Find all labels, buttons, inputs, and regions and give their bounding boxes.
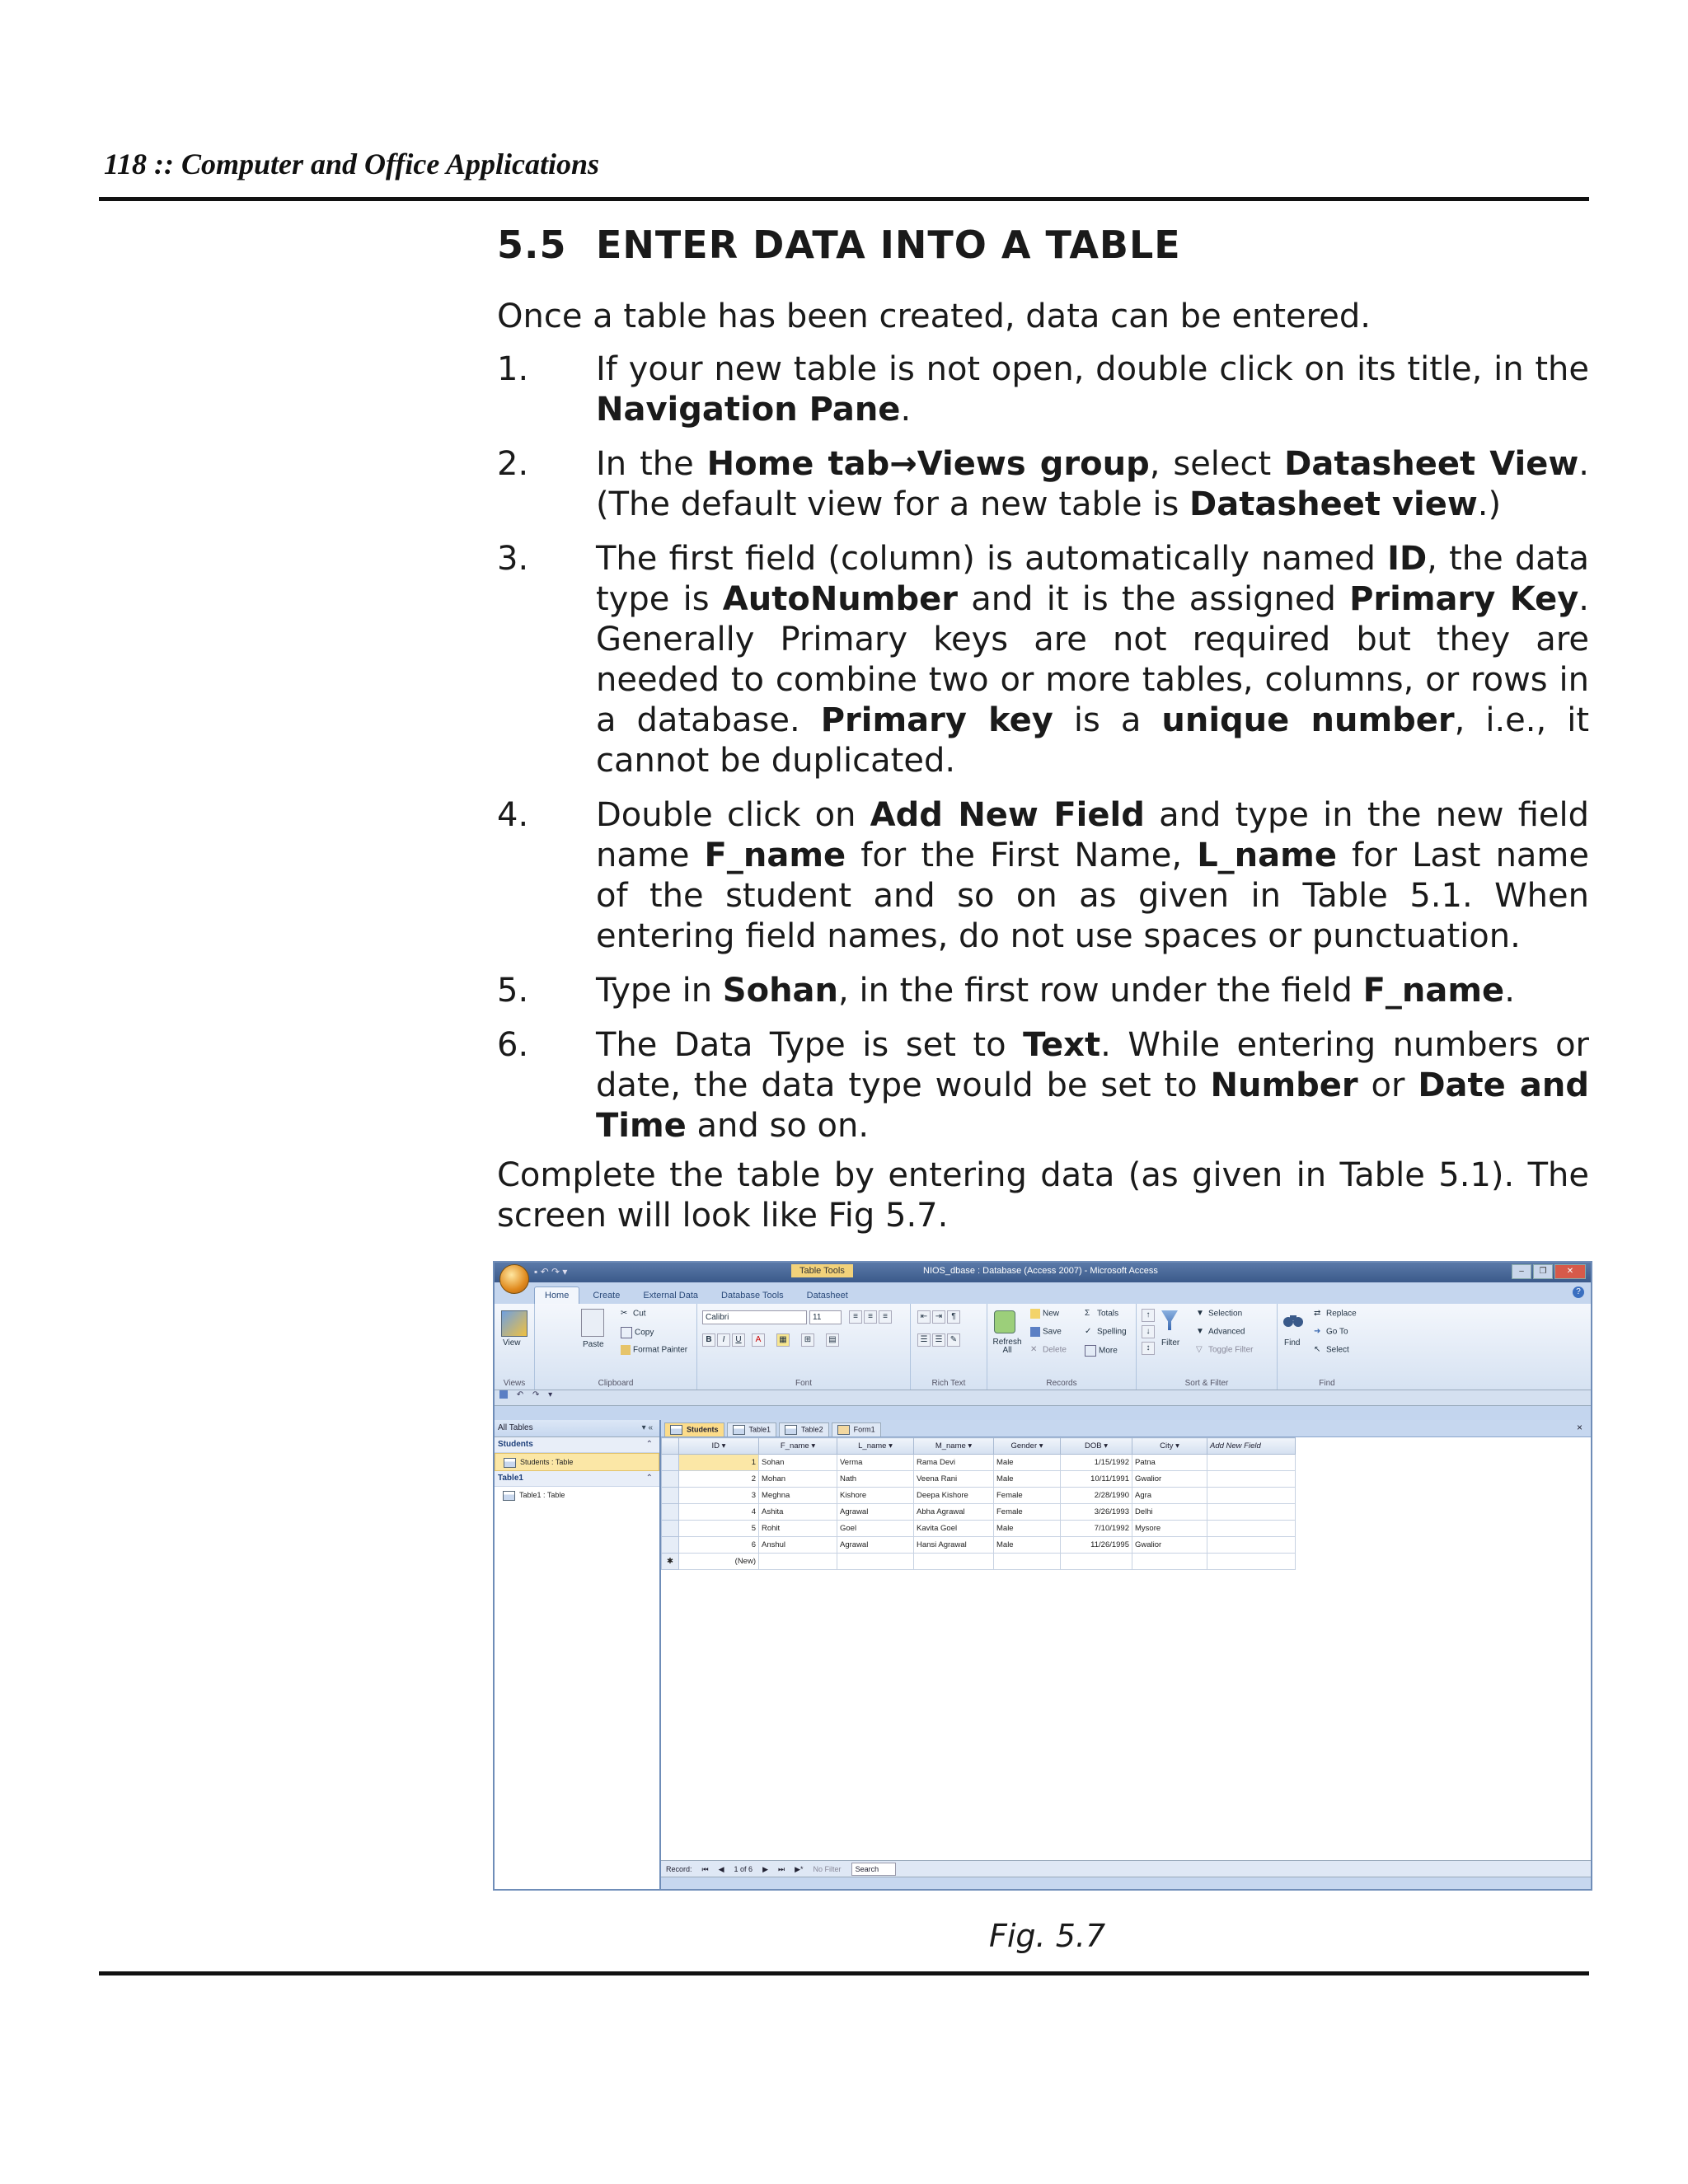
table-icon [503, 1491, 515, 1501]
align-center-icon[interactable]: ≡ [864, 1310, 877, 1324]
filter-icon[interactable] [1161, 1310, 1178, 1330]
section-number: 5.5 [497, 223, 567, 267]
document-tabs [661, 1420, 1591, 1437]
step-6 [497, 1025, 1589, 1146]
table-cell[interactable]: 5 [679, 1521, 759, 1537]
step-text: If your new table is not open, double click on its title, in the Navigation Pane. [596, 350, 1589, 429]
select-icon: ↖ [1314, 1345, 1321, 1354]
table-row[interactable] [662, 1504, 1296, 1521]
save-icon [1030, 1327, 1040, 1337]
toggle-filter-icon: ▽ [1196, 1345, 1203, 1354]
table-cell[interactable]: Meghna [759, 1488, 837, 1504]
row-selector[interactable] [662, 1504, 679, 1521]
numbering-icon[interactable]: ☰ [932, 1333, 945, 1347]
new-record-row[interactable] [662, 1554, 1296, 1570]
view-button[interactable]: View [503, 1338, 521, 1347]
table-row[interactable] [662, 1521, 1296, 1537]
table-cell[interactable]: Agrawal [837, 1537, 914, 1554]
rich-text-group-label: Rich Text [931, 1379, 966, 1388]
no-filter-indicator[interactable]: No Filter [813, 1865, 842, 1873]
table-icon [670, 1425, 682, 1435]
undo-icon[interactable]: ↶ [516, 1390, 524, 1399]
datasheet-table [661, 1437, 1296, 1570]
new-record-button[interactable]: New [1030, 1309, 1059, 1319]
maximize-icon[interactable]: ❐ [1533, 1264, 1553, 1279]
refresh-all-button[interactable]: Refresh All [992, 1338, 1022, 1355]
table-cell[interactable]: Veena Rani [914, 1471, 994, 1488]
column-header[interactable]: L_name ▾ [837, 1438, 914, 1455]
table-cell[interactable]: Goel [837, 1521, 914, 1537]
column-header[interactable]: F_name ▾ [759, 1438, 837, 1455]
save-icon[interactable] [499, 1390, 508, 1399]
views-group-label: Views [503, 1379, 526, 1388]
table-cell[interactable]: Nath [837, 1471, 914, 1488]
step-text: The first field (column) is automatically named ID, the data type is AutoNumber and it is the assigned Primary Key. Generally Primary keys are not required but they are needed to combine two or more tables, columns, or rows in a database. Primary key is a unique number, i.e., it cannot be duplicated. [596, 540, 1590, 780]
table-cell[interactable]: Male [994, 1455, 1061, 1471]
redo-icon[interactable]: ↷ [532, 1390, 540, 1399]
table-cell[interactable] [1207, 1488, 1296, 1504]
nav-collapse-icon[interactable]: ▾ « [641, 1423, 653, 1432]
doc-tab-table2[interactable]: Table2 [779, 1422, 829, 1436]
figure-caption: Fig. 5.7 [989, 1918, 1106, 1954]
table-icon [733, 1425, 745, 1435]
close-icon[interactable]: ✕ [1554, 1264, 1586, 1279]
window-titlebar [495, 1263, 1591, 1282]
step-number: 6. [497, 1026, 529, 1064]
table-cell[interactable] [759, 1554, 837, 1570]
paste-button[interactable]: Paste [583, 1340, 604, 1349]
doc-tab-table1[interactable]: Table1 [727, 1422, 777, 1436]
clear-sort-icon[interactable]: ↕ [1142, 1342, 1155, 1355]
goto-icon: ➜ [1314, 1327, 1321, 1336]
header-rule [99, 197, 1589, 201]
binoculars-icon[interactable] [1282, 1310, 1304, 1330]
column-header[interactable]: City ▾ [1132, 1438, 1207, 1455]
tab-home[interactable]: Home [534, 1286, 579, 1304]
tab-create[interactable]: Create [593, 1291, 621, 1301]
step-1 [497, 349, 1589, 430]
rich-text-group [911, 1304, 987, 1390]
gridlines-icon[interactable]: ⊞ [801, 1333, 814, 1347]
table-cell[interactable]: Kavita Goel [914, 1521, 994, 1537]
indent-increase-icon[interactable]: ⇥ [932, 1310, 945, 1324]
table-row[interactable] [662, 1537, 1296, 1554]
delete-record-button[interactable]: ✕ Delete [1030, 1345, 1067, 1355]
step-text: The Data Type is set to Text. While entering numbers or date, the data type would be set to Number or Date and Time and so on. [596, 1026, 1589, 1145]
table-cell[interactable]: Female [994, 1488, 1061, 1504]
table-cell[interactable]: Sohan [759, 1455, 837, 1471]
nav-item-students-table[interactable]: Students : Table [495, 1453, 659, 1471]
paste-icon[interactable] [581, 1309, 604, 1337]
select-button[interactable]: ↖ Select [1314, 1345, 1349, 1355]
search-input[interactable]: Search [851, 1863, 897, 1876]
help-icon[interactable]: ? [1573, 1286, 1584, 1298]
find-group-label: Find [1319, 1379, 1335, 1388]
clipboard-group [535, 1304, 697, 1390]
office-button-icon[interactable] [499, 1264, 529, 1294]
bold-icon[interactable]: B [702, 1333, 715, 1347]
sigma-icon: Σ [1085, 1309, 1090, 1318]
status-bar [661, 1877, 1591, 1889]
row-selector[interactable] [662, 1537, 679, 1554]
customize-icon[interactable]: ▾ [548, 1390, 553, 1399]
record-position[interactable]: 1 of 6 [734, 1865, 753, 1873]
bullets-icon[interactable]: ☰ [917, 1333, 931, 1347]
row-selector[interactable] [662, 1471, 679, 1488]
chevron-up-icon[interactable]: ⌃ [645, 1440, 653, 1449]
step-number: 2. [497, 445, 529, 483]
font-name-select[interactable]: Calibri [702, 1310, 807, 1324]
table-row[interactable] [662, 1471, 1296, 1488]
records-group-label: Records [1046, 1379, 1077, 1388]
table-cell[interactable] [994, 1554, 1061, 1570]
font-group [697, 1304, 911, 1390]
close-document-icon[interactable]: × [1576, 1422, 1582, 1433]
selection-button[interactable]: ▼ Selection [1196, 1309, 1243, 1319]
table-cell[interactable]: Rama Devi [914, 1455, 994, 1471]
table-cell[interactable]: Female [994, 1504, 1061, 1521]
more-icon [1085, 1345, 1096, 1357]
table-cell[interactable]: Agrawal [837, 1504, 914, 1521]
step-5 [497, 971, 1589, 1011]
scissors-icon: ✂ [621, 1309, 628, 1318]
copy-icon [621, 1327, 632, 1338]
sort-filter-group [1137, 1304, 1278, 1390]
more-button[interactable]: More [1085, 1345, 1118, 1357]
refresh-icon[interactable] [994, 1310, 1015, 1333]
nav-item-table1-table[interactable]: Table1 : Table [495, 1487, 659, 1503]
save-record-button[interactable]: Save [1030, 1327, 1062, 1337]
table-cell[interactable] [1207, 1471, 1296, 1488]
table-cell[interactable] [1207, 1537, 1296, 1554]
column-header[interactable]: Add New Field [1207, 1438, 1296, 1455]
table-icon [504, 1458, 516, 1468]
sort-ascending-icon[interactable]: ↑ [1142, 1309, 1155, 1322]
nav-group-table1[interactable]: Table1 ⌃ [495, 1471, 659, 1487]
rtl-icon[interactable]: ¶ [947, 1310, 960, 1324]
find-button[interactable]: Find [1284, 1338, 1301, 1347]
footer-rule [99, 1971, 1589, 1975]
font-group-label: Font [795, 1379, 812, 1388]
table-cell[interactable]: Male [994, 1521, 1061, 1537]
step-text: Double click on Add New Field and type in the new field name F_name for the First Name, L_name for Last name of the student and so on as given in Table 5.1. When entering field names, do not use spaces or punctuation. [596, 796, 1590, 955]
new-record-cell[interactable]: (New) [679, 1554, 759, 1570]
new-row-icon: ✱ [662, 1554, 679, 1570]
table-cell[interactable]: Kishore [837, 1488, 914, 1504]
alt-fill-icon[interactable]: ▤ [826, 1333, 839, 1347]
form-icon [837, 1425, 850, 1435]
ribbon [495, 1304, 1591, 1390]
minimize-icon[interactable]: – [1512, 1264, 1531, 1279]
tab-external-data[interactable]: External Data [643, 1291, 699, 1301]
column-header[interactable]: DOB ▾ [1061, 1438, 1132, 1455]
sort-descending-icon[interactable]: ↓ [1142, 1325, 1155, 1338]
doc-tab-form1[interactable]: Form1 [832, 1422, 881, 1436]
table-cell[interactable]: 3/26/1993 [1061, 1504, 1132, 1521]
table-cell[interactable]: Mohan [759, 1471, 837, 1488]
table-cell[interactable]: Abha Agrawal [914, 1504, 994, 1521]
table-cell[interactable]: 3 [679, 1488, 759, 1504]
align-left-icon[interactable]: ≡ [849, 1310, 862, 1324]
step-number: 4. [497, 796, 529, 834]
table-cell[interactable]: 6 [679, 1537, 759, 1554]
step-4 [497, 795, 1589, 957]
doc-tab-students[interactable]: Students [664, 1422, 724, 1436]
find-group [1278, 1304, 1376, 1390]
records-group [987, 1304, 1137, 1390]
delete-icon: ✕ [1030, 1345, 1038, 1354]
step-2 [497, 444, 1589, 525]
table-cell[interactable] [1207, 1504, 1296, 1521]
table-cell[interactable]: 10/11/1991 [1061, 1471, 1132, 1488]
table-cell[interactable]: 11/26/1995 [1061, 1537, 1132, 1554]
step-3 [497, 539, 1589, 781]
italic-icon[interactable]: I [717, 1333, 730, 1347]
step-text: Type in Sohan, in the first row under the field F_name. [596, 972, 1515, 1010]
section-heading: ENTER DATA INTO A TABLE [596, 223, 1181, 267]
row-selector[interactable] [662, 1521, 679, 1537]
table-cell[interactable] [1132, 1554, 1207, 1570]
table-cell[interactable]: Gwalior [1132, 1471, 1207, 1488]
section-title [497, 223, 1589, 267]
table-cell[interactable]: Hansi Agrawal [914, 1537, 994, 1554]
advanced-button[interactable]: ▼ Advanced [1196, 1327, 1245, 1337]
table-cell[interactable] [1207, 1521, 1296, 1537]
spelling-icon: ✓ [1085, 1327, 1092, 1336]
table-cell[interactable]: Male [994, 1471, 1061, 1488]
first-record-icon[interactable]: ⏮ [701, 1865, 709, 1873]
view-icon[interactable] [501, 1310, 528, 1337]
access-screenshot [493, 1261, 1592, 1891]
step-number: 5. [497, 972, 529, 1010]
step-text: In the Home tab→Views group, select Datasheet View. (The default view for a new table is Datasheet view.) [596, 445, 1589, 523]
toggle-filter-button[interactable]: ▽ Toggle Filter [1196, 1345, 1254, 1355]
views-group [495, 1304, 535, 1390]
new-icon [1030, 1309, 1040, 1319]
step-number: 1. [497, 350, 529, 388]
table-cell[interactable] [837, 1554, 914, 1570]
filter-button[interactable]: Filter [1161, 1338, 1180, 1347]
tab-datasheet[interactable]: Datasheet [806, 1291, 848, 1301]
chevron-up-icon[interactable]: ⌃ [645, 1474, 653, 1483]
table-cell[interactable]: 2/28/1990 [1061, 1488, 1132, 1504]
column-header[interactable]: Gender ▾ [994, 1438, 1061, 1455]
replace-button[interactable]: ⇄ Replace [1314, 1309, 1357, 1319]
table-cell[interactable]: 4 [679, 1504, 759, 1521]
step-number: 3. [497, 540, 529, 578]
tab-database-tools[interactable]: Database Tools [721, 1291, 784, 1301]
table-cell[interactable] [914, 1554, 994, 1570]
row-selector[interactable] [662, 1488, 679, 1504]
highlight-icon[interactable]: ✎ [947, 1333, 960, 1347]
column-header[interactable]: ID ▾ [679, 1438, 759, 1455]
table-cell[interactable]: Agra [1132, 1488, 1207, 1504]
table-icon [785, 1425, 797, 1435]
ribbon-tabs [495, 1282, 1591, 1304]
window-title: NIOS_dbase : Database (Access 2007) - Microsoft Access [923, 1266, 1158, 1276]
steps-list [497, 349, 1589, 1160]
table-row[interactable] [662, 1488, 1296, 1504]
document-area [661, 1420, 1591, 1889]
nav-header[interactable]: All Tables ▾ « [495, 1420, 659, 1437]
table-cell[interactable]: Ashita [759, 1504, 837, 1521]
table-cell[interactable] [1061, 1554, 1132, 1570]
font-size-select[interactable]: 11 [809, 1310, 842, 1324]
table-cell[interactable]: Male [994, 1537, 1061, 1554]
indent-decrease-icon[interactable]: ⇤ [917, 1310, 931, 1324]
font-color-icon[interactable]: A [752, 1333, 765, 1347]
format-painter-button[interactable]: Format Painter [621, 1345, 687, 1355]
last-record-icon[interactable]: ⏭ [778, 1865, 785, 1873]
underline-icon[interactable]: U [732, 1333, 745, 1347]
table-cell[interactable]: 1 [679, 1455, 759, 1471]
outro-paragraph: Complete the table by entering data (as given in Table 5.1). The screen will look like Fig 5.7. [497, 1156, 1589, 1235]
table-cell[interactable]: 7/10/1992 [1061, 1521, 1132, 1537]
quick-access-icons[interactable]: ▪ ↶ ↷ ▾ [534, 1266, 568, 1277]
table-cell[interactable]: Verma [837, 1455, 914, 1471]
clipboard-group-label: Clipboard [598, 1379, 634, 1388]
table-cell[interactable] [1207, 1455, 1296, 1471]
table-cell[interactable]: Mysore [1132, 1521, 1207, 1537]
nav-group-students[interactable]: Students ⌃ [495, 1437, 659, 1453]
totals-button[interactable]: Σ Totals [1085, 1309, 1119, 1319]
table-tools-label: Table Tools [791, 1264, 853, 1277]
new-record-nav-icon[interactable]: ▶* [795, 1865, 804, 1873]
brush-icon [621, 1345, 631, 1355]
advanced-icon: ▼ [1196, 1327, 1204, 1336]
table-cell[interactable]: Deepa Kishore [914, 1488, 994, 1504]
table-cell[interactable]: Rohit [759, 1521, 837, 1537]
goto-button[interactable]: ➜ Go To [1314, 1327, 1348, 1337]
table-cell[interactable]: Patna [1132, 1455, 1207, 1471]
table-cell[interactable] [1207, 1554, 1296, 1570]
table-cell[interactable]: Anshul [759, 1537, 837, 1554]
selection-icon: ▼ [1196, 1309, 1204, 1318]
next-record-icon[interactable]: ▶ [762, 1865, 768, 1873]
record-label: Record: [666, 1865, 692, 1873]
table-row[interactable] [662, 1455, 1296, 1471]
align-right-icon[interactable]: ≡ [879, 1310, 892, 1324]
table-cell[interactable]: Gwalior [1132, 1537, 1207, 1554]
sort-filter-group-label: Sort & Filter [1184, 1379, 1229, 1388]
column-header[interactable]: M_name ▾ [914, 1438, 994, 1455]
table-cell[interactable]: Delhi [1132, 1504, 1207, 1521]
running-head: 118 :: Computer and Office Applications [104, 148, 600, 180]
navigation-pane [495, 1420, 661, 1889]
row-selector[interactable] [662, 1455, 679, 1471]
record-navigator [661, 1860, 1591, 1877]
prev-record-icon[interactable]: ◀ [718, 1865, 724, 1873]
table-cell[interactable]: 2 [679, 1471, 759, 1488]
select-all-cell[interactable] [662, 1438, 679, 1455]
copy-button[interactable]: Copy [621, 1327, 654, 1338]
table-cell[interactable]: 1/15/1992 [1061, 1455, 1132, 1471]
intro-paragraph: Once a table has been created, data can be entered. [497, 298, 1371, 335]
spelling-button[interactable]: ✓ Spelling [1085, 1327, 1127, 1337]
fill-color-icon[interactable]: ▦ [776, 1333, 790, 1347]
replace-icon: ⇄ [1314, 1309, 1321, 1318]
quick-toolbar [495, 1390, 1591, 1406]
window-controls [1512, 1264, 1586, 1279]
cut-button[interactable]: ✂ Cut [621, 1309, 646, 1319]
